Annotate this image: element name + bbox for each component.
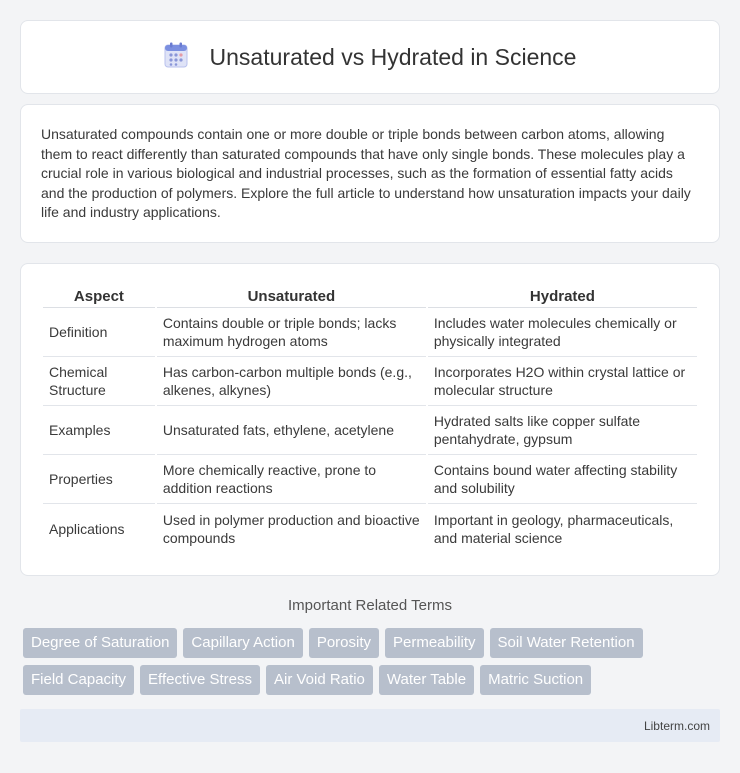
footer <box>20 709 720 742</box>
header <box>164 42 577 73</box>
intro-text: Unsaturated compounds contain one or more double or triple bonds between carbon atoms, allowing them to react differently than saturated compounds that have only single bonds. These molecules play a crucial role in various biological and industrial processes, such as the formation of essential fatty acids and the production of polymers. Explore the full article to understand how unsaturation impacts your daily life and industry applications. <box>41 126 691 221</box>
cell-aspect: Definition <box>43 308 155 357</box>
page-title: Unsaturated vs Hydrated in Science <box>209 43 577 70</box>
related-term-chip[interactable]: Matric Suction <box>480 665 591 695</box>
cell-aspect: Applications <box>49 520 125 537</box>
related-term-chip[interactable]: Water Table <box>379 665 474 695</box>
related-term-chip[interactable]: Porosity <box>309 628 379 658</box>
comparison-card <box>20 263 720 576</box>
related-terms-row <box>23 628 723 658</box>
header-aspect: Aspect <box>43 284 155 308</box>
table-row <box>43 357 697 406</box>
cell-aspect: Chemical Structure <box>43 357 155 406</box>
related-term-chip[interactable]: Soil Water Retention <box>490 628 643 658</box>
cell-unsaturated: Used in polymer production and bioactive compounds <box>162 511 420 546</box>
table-row <box>43 406 697 455</box>
cell-aspect: Examples <box>43 406 155 455</box>
related-term-chip[interactable]: Degree of Saturation <box>23 628 177 658</box>
cell-hydrated: Hydrated salts like copper sulfate pentahydrate, gypsum <box>428 406 697 455</box>
header-unsaturated: Unsaturated <box>157 284 426 308</box>
cell-unsaturated: Has carbon-carbon multiple bonds (e.g., alkenes, alkynes) <box>157 357 426 406</box>
header-hydrated: Hydrated <box>428 284 697 308</box>
table-row <box>43 455 697 504</box>
table-header-row <box>43 284 697 308</box>
cell-unsaturated: More chemically reactive, prone to addition reactions <box>157 455 426 504</box>
related-term-chip[interactable]: Air Void Ratio <box>266 665 373 695</box>
cell-hydrated: Includes water molecules chemically or physically integrated <box>428 308 697 357</box>
calendar-grid-icon <box>164 42 188 73</box>
footer-site-link[interactable]: Libterm.com <box>643 718 710 733</box>
comparison-table <box>41 284 699 553</box>
cell-unsaturated: Unsaturated fats, ethylene, acetylene <box>157 406 426 455</box>
cell-hydrated: Incorporates H2O within crystal lattice or molecular structure <box>428 357 697 406</box>
related-term-chip[interactable]: Capillary Action <box>183 628 302 658</box>
table-row <box>43 504 697 553</box>
cell-hydrated: Important in geology, pharmaceuticals, and material science <box>433 511 674 546</box>
related-terms-row <box>23 665 723 695</box>
related-terms-title: Important Related Terms <box>288 597 452 614</box>
cell-aspect: Properties <box>43 455 155 504</box>
related-term-chip[interactable]: Effective Stress <box>140 665 260 695</box>
cell-unsaturated: Contains double or triple bonds; lacks maximum hydrogen atoms <box>157 308 426 357</box>
related-term-chip[interactable]: Field Capacity <box>23 665 134 695</box>
related-terms <box>23 628 723 702</box>
related-term-chip[interactable]: Permeability <box>385 628 484 658</box>
header-card <box>20 20 720 94</box>
cell-hydrated: Contains bound water affecting stability and solubility <box>428 455 697 504</box>
intro-card <box>20 104 720 243</box>
table-row <box>43 308 697 357</box>
